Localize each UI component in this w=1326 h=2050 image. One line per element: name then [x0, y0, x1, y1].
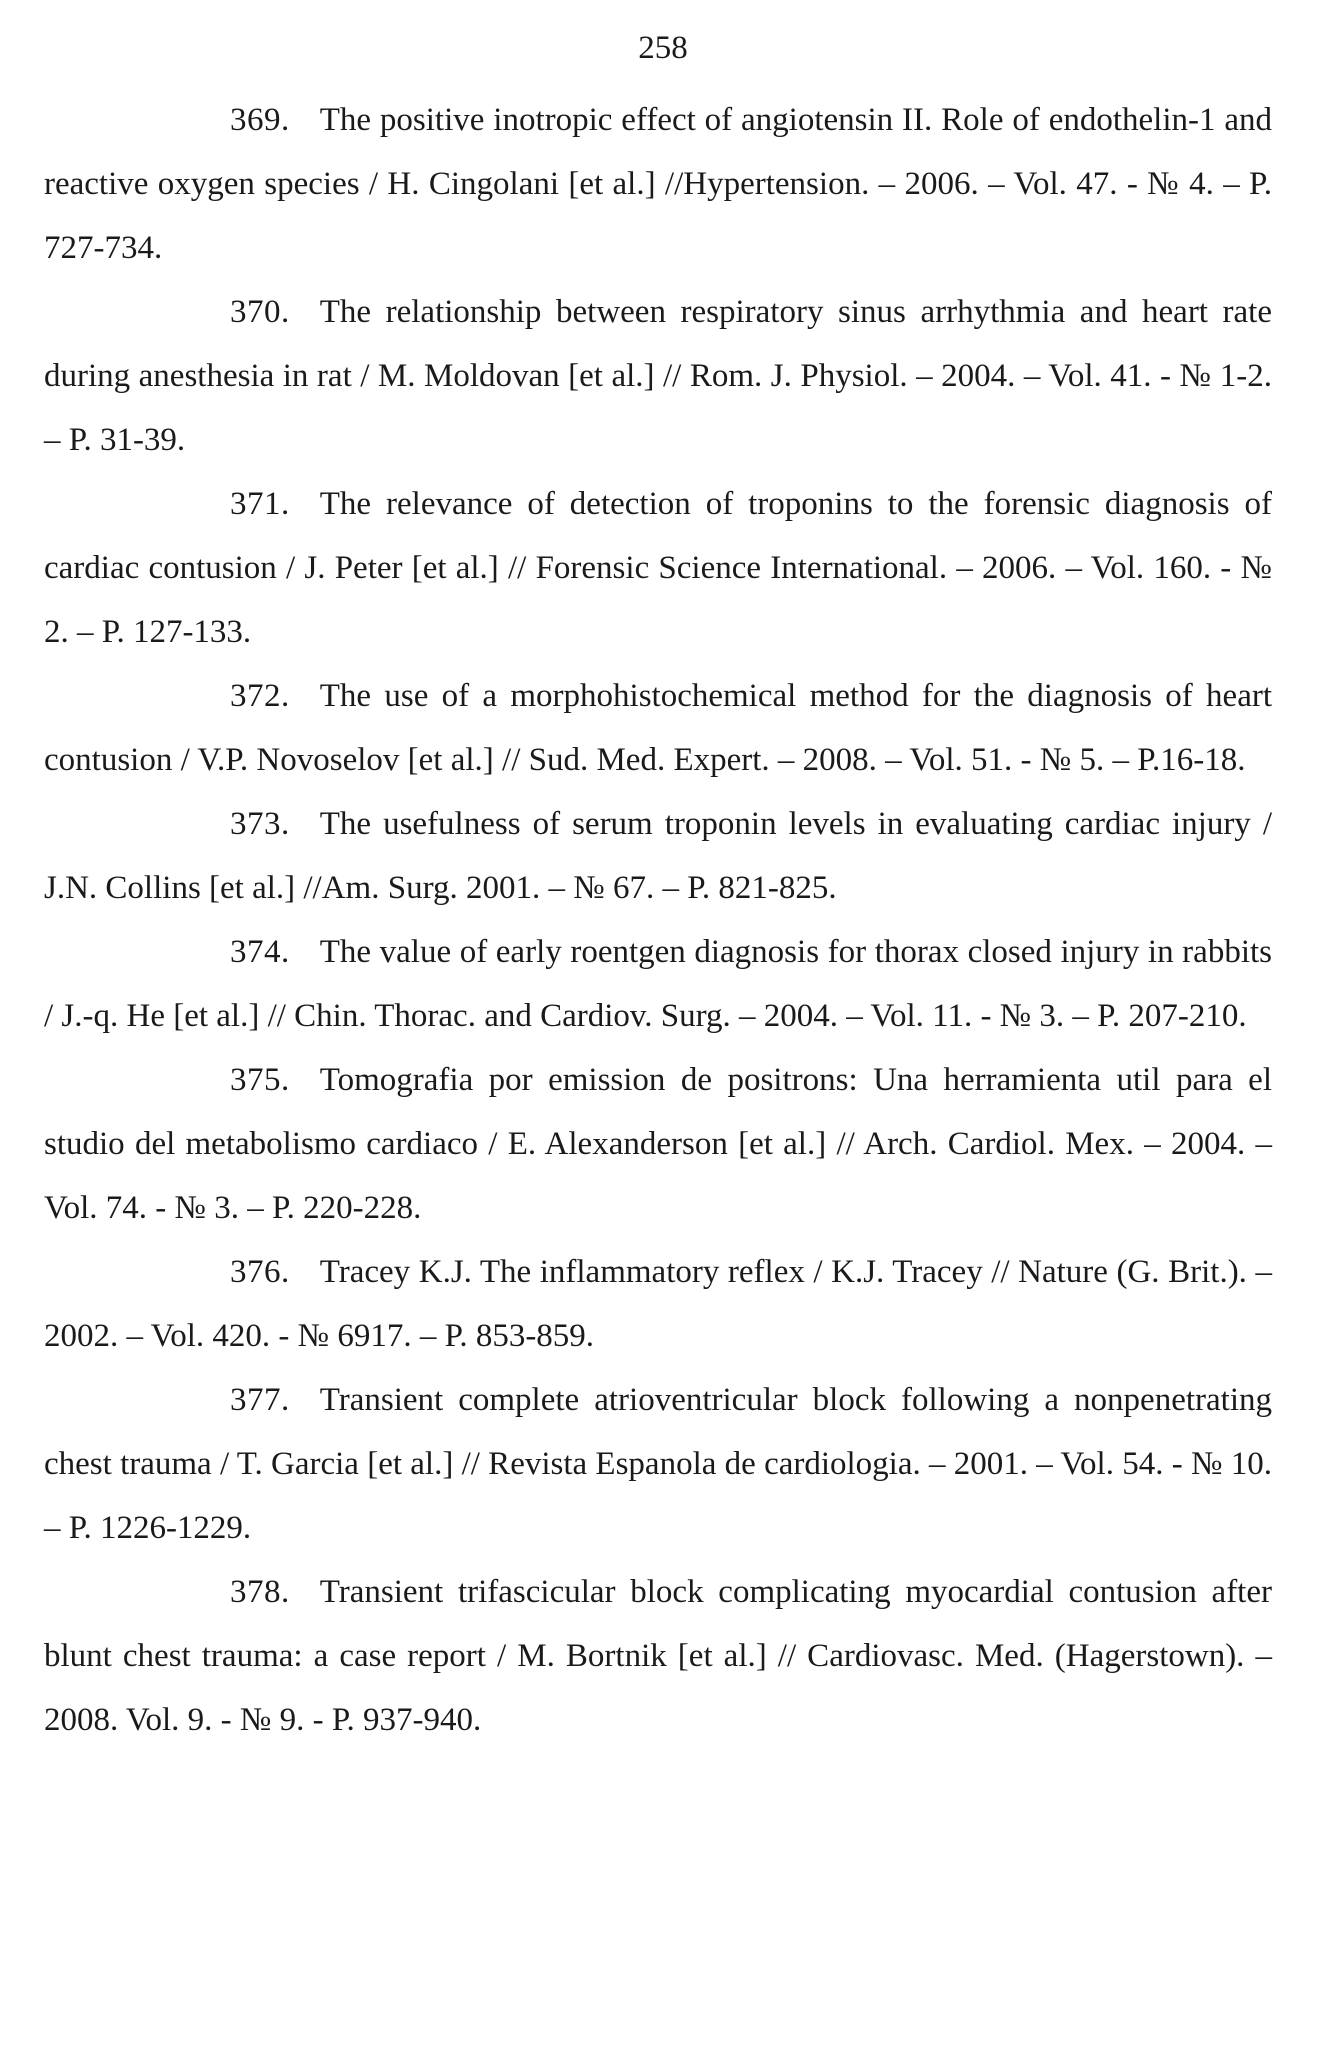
reference-item	[44, 472, 1272, 664]
reference-text: The value of early roentgen diagnosis for thorax closed injury in rabbits / J.-q. He [et al.] // Chin. Thorac. and Cardiov. Surg. – 2004. – Vol. 11. - № 3. – P. 207-210.	[44, 934, 1272, 1034]
reference-text: The relationship between respiratory sinus arrhythmia and heart rate during anesthesia in rat / M. Moldovan [et al.] // Rom. J. Physiol. – 2004. – Vol. 41. - № 1-2. – P. 31-39.	[44, 294, 1272, 458]
reference-number: 369.	[230, 102, 290, 138]
reference-item	[44, 280, 1272, 472]
reference-number: 371.	[230, 486, 290, 522]
reference-number: 372.	[230, 678, 290, 714]
reference-number: 370.	[230, 294, 290, 330]
reference-text: Transient complete atrioventricular block following a nonpenetrating chest trauma / T. Garcia [et al.] // Revista Espanola de cardiologia. – 2001. – Vol. 54. - № 10. – P. 1226-1229.	[44, 1382, 1272, 1546]
reference-item	[44, 1560, 1272, 1752]
reference-number: 375.	[230, 1062, 290, 1098]
reference-item	[44, 664, 1272, 792]
reference-text: The relevance of detection of troponins to the forensic diagnosis of cardiac contusion / J. Peter [et al.] // Forensic Science International. – 2006. – Vol. 160. - № 2. – P. 127-133.	[44, 486, 1272, 650]
reference-text: Transient trifascicular block complicating myocardial contusion after blunt chest trauma: a case report / M. Bortnik [et al.] // Cardiovasc. Med. (Hagerstown). – 2008. Vol. 9. - № 9. - P. 937-940.	[44, 1574, 1272, 1738]
reference-text: Tomografia por emission de positrons: Una herramienta util para el studio del metabolismo cardiaco / E. Alexanderson [et al.] // Arch. Cardiol. Mex. – 2004. – Vol. 74. - № 3. – P. 220-228.	[44, 1062, 1272, 1226]
reference-item	[44, 792, 1272, 920]
reference-item	[44, 1048, 1272, 1240]
reference-item	[44, 920, 1272, 1048]
reference-number: 373.	[230, 806, 290, 842]
reference-list	[44, 88, 1272, 1752]
reference-text: The use of a morphohistochemical method for the diagnosis of heart contusion / V.P. Novoselov [et al.] // Sud. Med. Expert. – 2008. – Vol. 51. - № 5. – P.16-18.	[44, 678, 1272, 778]
reference-text: Tracey K.J. The inflammatory reflex / K.J. Tracey // Nature (G. Brit.). – 2002. – Vol. 420. - № 6917. – P. 853-859.	[44, 1254, 1272, 1354]
reference-item	[44, 1368, 1272, 1560]
reference-item	[44, 88, 1272, 280]
reference-text: The positive inotropic effect of angiotensin II. Role of endothelin-1 and reactive oxygen species / H. Cingolani [et al.] //Hypertension. – 2006. – Vol. 47. - № 4. – P. 727-734.	[44, 102, 1272, 266]
reference-text: The usefulness of serum troponin levels in evaluating cardiac injury / J.N. Collins [et al.] //Am. Surg. 2001. – № 67. – P. 821-825.	[44, 806, 1272, 906]
reference-number: 374.	[230, 934, 290, 970]
reference-number: 376.	[230, 1254, 290, 1290]
reference-number: 377.	[230, 1382, 290, 1418]
reference-number: 378.	[230, 1574, 290, 1610]
page-number: 258	[638, 30, 688, 66]
reference-item	[44, 1240, 1272, 1368]
